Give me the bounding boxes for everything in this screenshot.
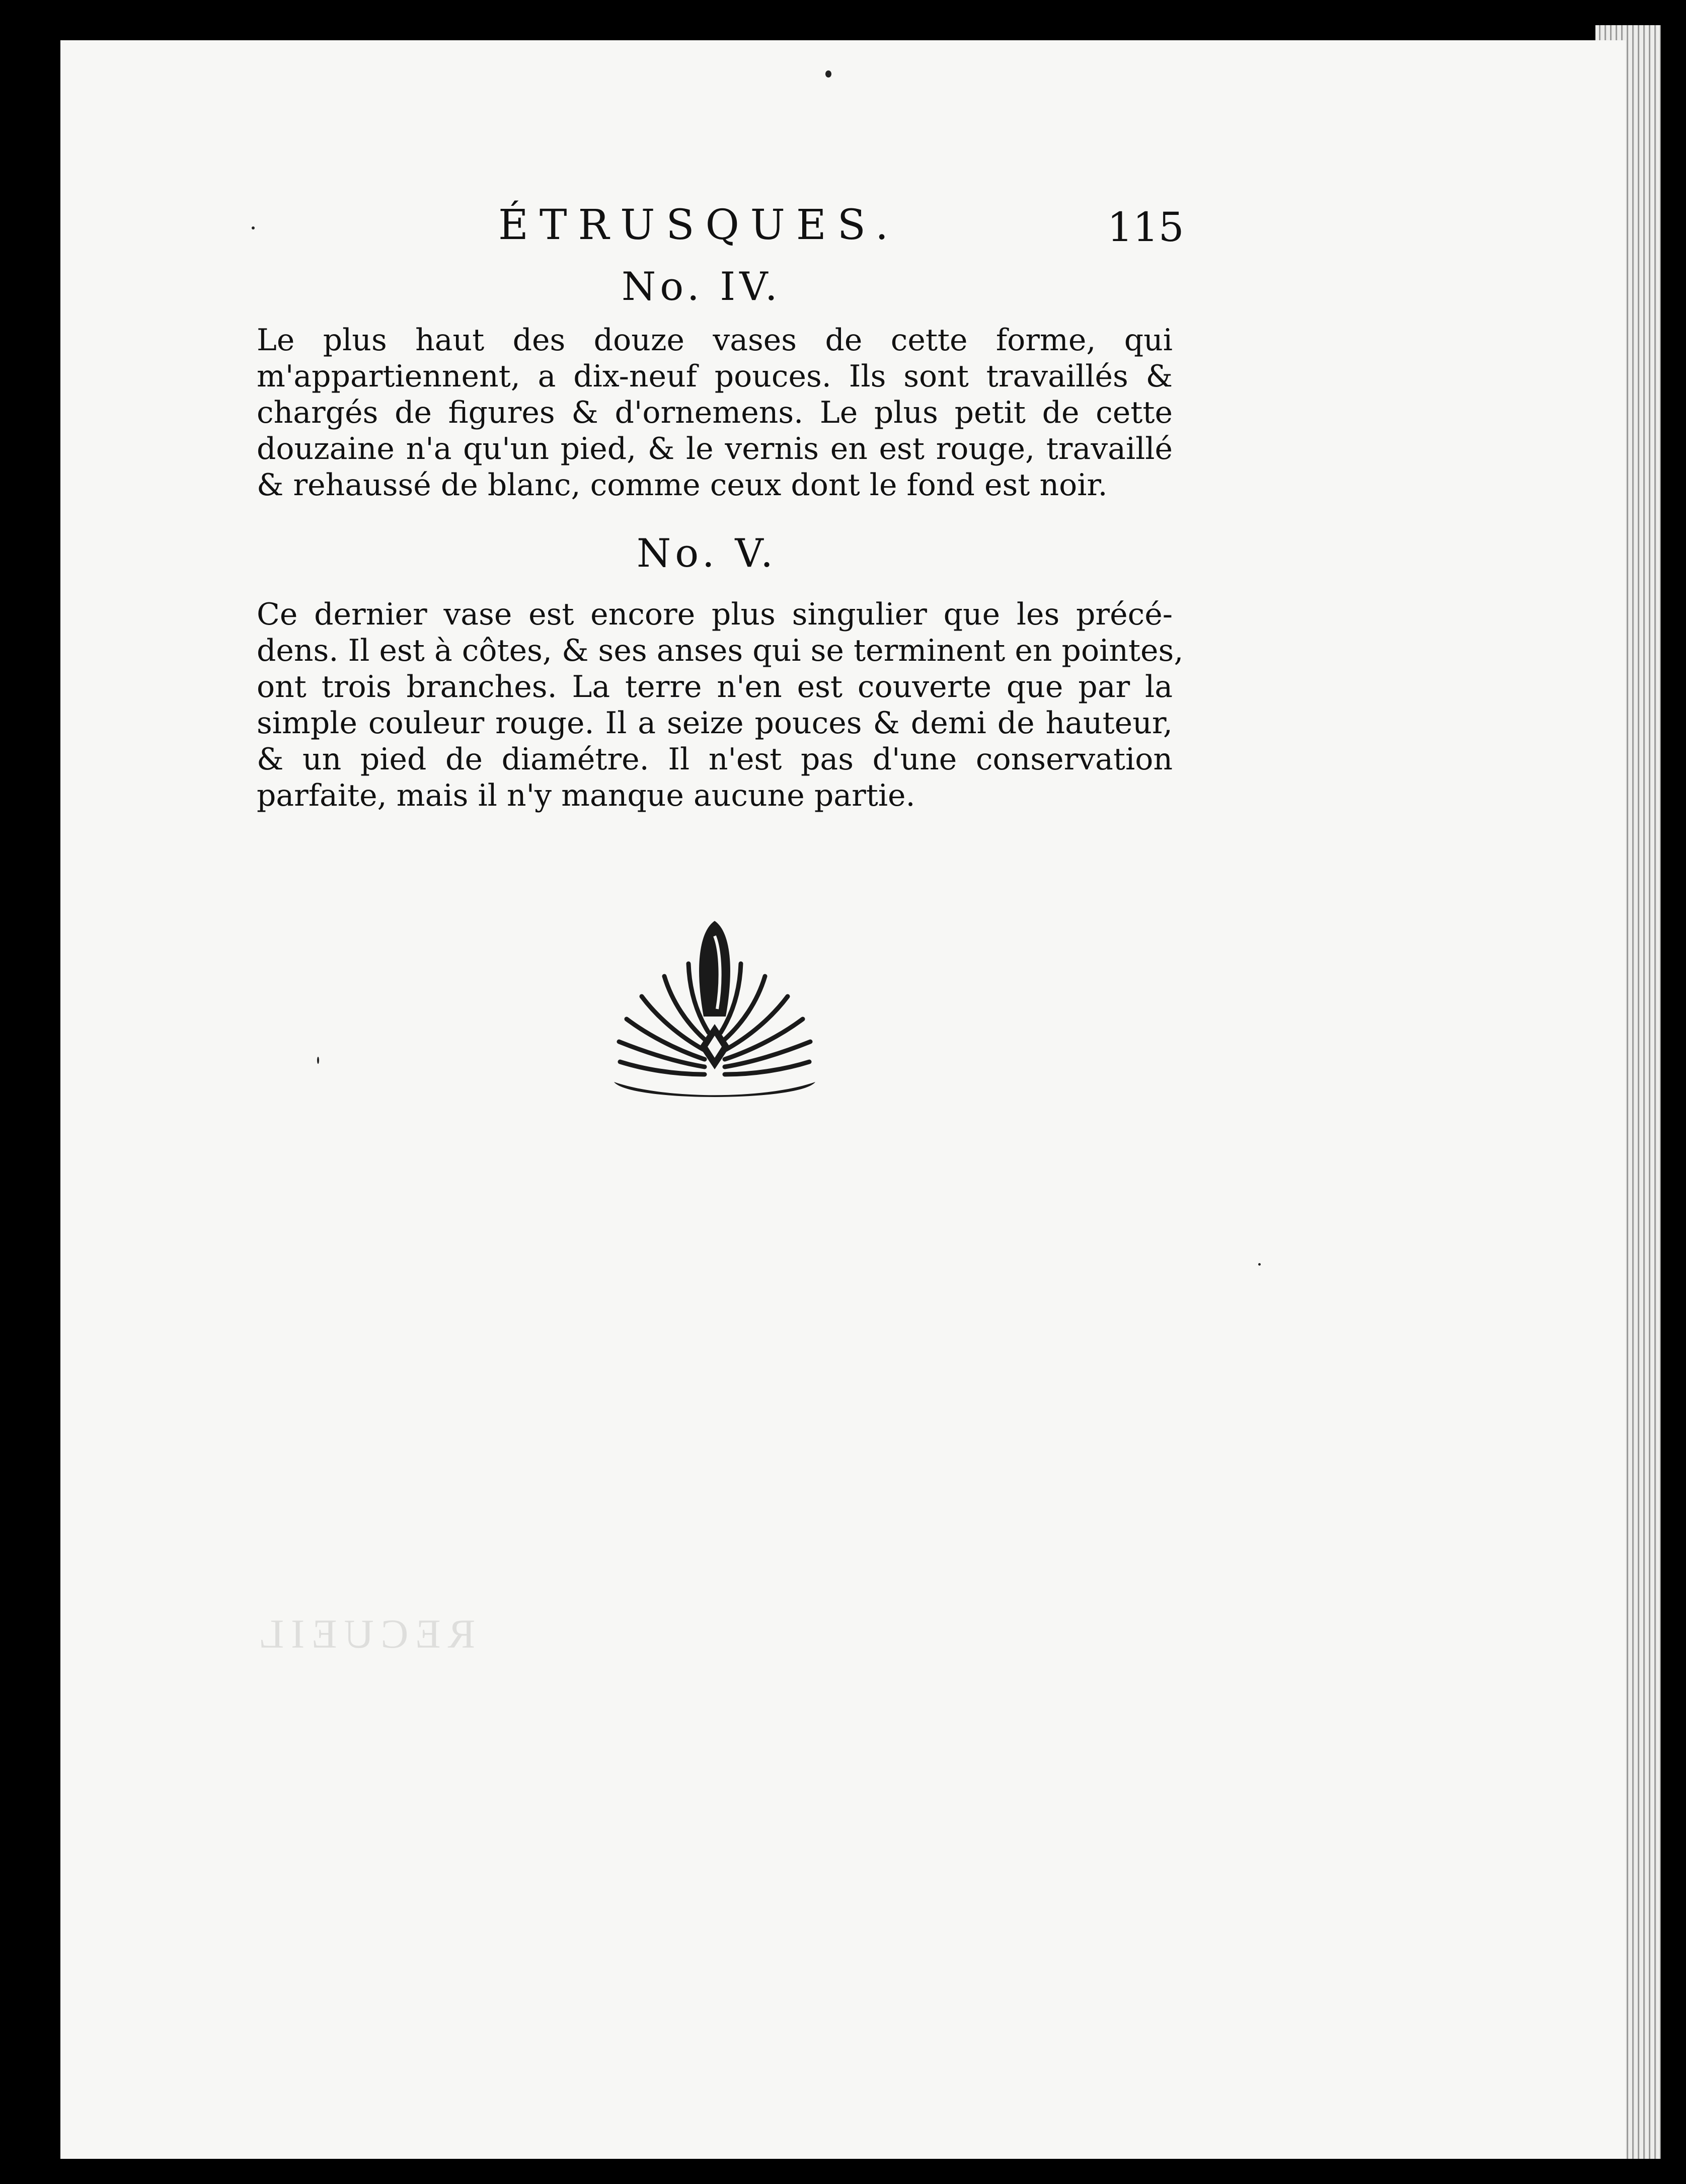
- text-line: Ce dernier vase est encore plus singulier que les précé-: [257, 597, 1173, 632]
- ink-speck: [825, 70, 831, 77]
- text-line: douzaine n'a qu'un pied, & le vernis en est rouge, travaillé: [257, 431, 1173, 466]
- text-line: ont trois branches. La terre n'en est couverte que par la: [257, 669, 1173, 705]
- section-heading-v: No. V.: [637, 531, 777, 576]
- running-head: ÉTRUSQUES.: [498, 201, 900, 249]
- paragraph-iv: [257, 322, 1173, 503]
- palmette-ornament-icon: [589, 901, 840, 1142]
- section-heading-iv: No. IV.: [622, 264, 782, 309]
- text-line: & un pied de diamétre. Il n'est pas d'une conservation: [257, 742, 1173, 777]
- text-line: parfaite, mais il n'y manque aucune partie.: [257, 778, 915, 813]
- text-line: simple couleur rouge. Il a seize pouces & demi de hauteur,: [257, 706, 1173, 741]
- text-line: chargés de figures & d'ornemens. Le plus petit de cette: [257, 395, 1173, 430]
- text-line: & rehaussé de blanc, comme ceux dont le fond est noir.: [257, 467, 1108, 503]
- text-line: Le plus haut des douze vases de cette forme, qui: [257, 323, 1173, 358]
- show-through-catchword: RECUEIL: [252, 1611, 476, 1657]
- text-line: dens. Il est à côtes, & ses anses qui se terminent en pointes,: [257, 633, 1184, 668]
- text-line: m'appartiennent, a dix-neuf pouces. Ils sont travaillés &: [257, 359, 1173, 394]
- paragraph-v: [257, 596, 1184, 814]
- ink-speck: [1258, 1263, 1261, 1266]
- ink-speck: [317, 1057, 319, 1064]
- page-number: 115: [1107, 204, 1184, 251]
- ink-speck: [252, 226, 255, 229]
